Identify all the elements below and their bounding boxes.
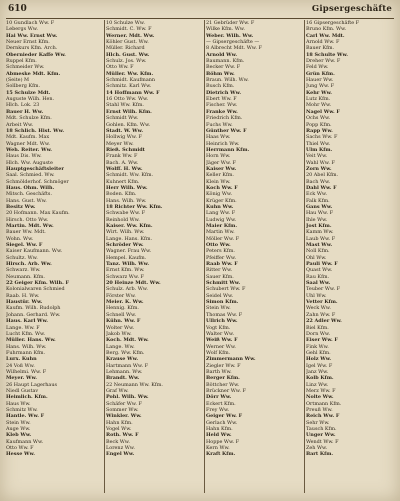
directory-entry: Krause Ww. — [106, 356, 139, 363]
directory-entry: Böttcher Ww. — [206, 381, 240, 388]
directory-entry: Kamm Ww. — [306, 229, 334, 236]
directory-entry: 16 Gipsergeschäfte F — [306, 20, 360, 26]
directory-entry: Otto Ww. F — [6, 445, 34, 452]
directory-entry: Ihle Ww. — [306, 216, 328, 223]
directory-entry: Köhler Gust. Ww. — [106, 39, 149, 46]
directory-entry: Kaufmann Ww. — [6, 438, 44, 445]
directory-entry: Unger Ww. — [306, 432, 336, 439]
directory-entry: Gans Ww. — [306, 203, 333, 210]
directory-entry: Hai Ww. Ernst Ww. — [6, 32, 58, 39]
directory-entry: Kraft Kfm. — [206, 451, 236, 458]
directory-entry: Kuhn Ww. — [206, 203, 234, 210]
directory-entry: Heimlich. Kfm. — [6, 394, 48, 401]
directory-entry: Wohn. Ww. — [6, 235, 34, 242]
directory-entry: Brückner Ww. F — [206, 387, 246, 394]
directory-entry: Martin. Mdt. Ww. — [6, 223, 54, 229]
directory-entry: 8 Albrecht Mdt. Ww. F — [206, 45, 262, 52]
directory-entry: Schäfer Ww. F — [106, 400, 142, 407]
directory-entry: Pohl. Wilh. Ww. — [106, 394, 149, 401]
directory-entry: Rau Kfm. — [306, 273, 330, 280]
directory-entry: Schmidt Ww. — [106, 115, 139, 122]
directory-entry: Niedl Gustav — [6, 387, 39, 394]
directory-entry: 20 Heinze Mdt. Ww. — [106, 280, 161, 287]
column-3 — [206, 20, 302, 495]
directory-entry: Lurx. Kuhn — [6, 356, 37, 363]
directory-entry: Fischer. Ww. — [206, 102, 238, 109]
directory-entry: Igel Ww. F — [306, 362, 333, 369]
directory-entry: Besitz Ww. — [6, 203, 36, 210]
directory-entry: Hahn Kfm. — [106, 419, 133, 426]
column-divider — [104, 20, 105, 493]
directory-entry: Mitsch. Geschäfts. — [6, 191, 53, 198]
directory-entry: 18 Schulte Ww. — [306, 51, 348, 58]
directory-entry: Arbeit Ww. — [6, 121, 34, 128]
directory-entry: Reinhold Ww. — [106, 216, 140, 223]
directory-entry: Dahl Ww. F — [306, 184, 337, 191]
directory-entry: Lange. Ww. — [106, 343, 135, 350]
directory-entry: 18 Schlich. Hist. Ww. — [6, 127, 65, 134]
directory-entry: Ohl Ww. — [306, 254, 327, 261]
directory-entry: Kühn. Ww. F — [106, 318, 141, 325]
directory-entry: Zimmermann Ww. — [206, 356, 256, 363]
directory-entry: Otto Ww. F — [106, 64, 134, 71]
directory-entry: Zahn Ww. F — [306, 311, 336, 318]
directory-entry: Wendt Ww. F — [306, 438, 339, 445]
directory-entry: Krüger Kfm. — [206, 197, 237, 204]
directory-entry: Hartmann Ww. F — [106, 362, 149, 369]
directory-entry: Schmidt. Kaufmann — [106, 77, 156, 84]
directory-entry: Nagel Ww. F — [306, 108, 340, 115]
directory-entry: Lucht Kfm. Ww. — [6, 330, 46, 337]
directory-entry: Ebert Ww. F — [206, 96, 237, 103]
directory-entry: Gohlen. Kfm. Ww. — [106, 121, 151, 128]
directory-entry: Arnold Ww. — [206, 51, 238, 58]
directory-entry: (Seite) M — [6, 77, 30, 84]
directory-entry: Hans. Wilh. Ww. — [6, 343, 47, 350]
directory-entry: Seidel Ww. — [206, 292, 234, 299]
directory-entry: Kolb Kfm. — [306, 375, 334, 382]
directory-entry: Feld Ww. — [306, 64, 329, 71]
directory-entry: Schulz. Arb. Ww. — [106, 286, 148, 293]
directory-entry: Schmeider Ww. — [6, 64, 45, 71]
directory-entry: Eiser Ww. F — [306, 337, 338, 344]
directory-entry: 10 Schulze Ww. — [106, 20, 145, 26]
directory-entry: Sommer Ww. — [106, 406, 139, 413]
directory-entry: Otto Ww. — [206, 242, 231, 249]
directory-entry: Böhm Ww. — [206, 70, 235, 77]
directory-entry: Stein Ww. — [206, 305, 231, 312]
directory-entry: Raab Ww. F — [206, 261, 238, 268]
directory-entry: Johann. Gerhard. Ww. — [6, 311, 61, 318]
directory-entry: Bauer Ww. Mdt. — [6, 229, 46, 236]
directory-entry: Weck Ww. — [306, 305, 331, 312]
directory-entry: Wagner Mdt. Ww. — [6, 140, 50, 147]
directory-entry: Tanz. Wilh. Ww. — [106, 261, 150, 268]
directory-entry: Uhl Ww. — [306, 292, 327, 299]
directory-entry: Hirsch. Otto Ww. — [6, 216, 49, 223]
directory-entry: Veit Ww. — [306, 153, 328, 160]
directory-entry: Peters Kfm. — [206, 248, 235, 255]
directory-entry: Müller. Ww. Kfm. — [106, 70, 154, 77]
directory-entry: Gerlach Ww. — [206, 419, 238, 426]
column-2 — [106, 20, 202, 495]
directory-entry: Meyer Ww. — [106, 140, 134, 147]
directory-entry: Carl Ww. Mdt. — [306, 32, 345, 39]
directory-entry: Pfeiffer Ww. — [206, 254, 237, 261]
directory-entry: Gehl Kfm. — [306, 349, 331, 356]
directory-entry: Sauer Kfm. — [206, 273, 234, 280]
directory-entry: Teuber Ww. F — [306, 286, 340, 293]
directory-entry: Schmölderhof. Schmöger — [6, 178, 69, 185]
directory-entry: Mohr Ww. — [306, 102, 332, 109]
directory-entry: Hlch. Lok. 23 — [6, 102, 40, 109]
directory-entry: Klein Ww. — [206, 178, 231, 185]
directory-entry: 21 Gebrüder Ww. F — [206, 20, 255, 26]
directory-entry: Vogt Kfm. — [206, 324, 231, 331]
directory-entry: Engel Ww. — [106, 451, 135, 458]
directory-entry: Koch Ww. F — [206, 184, 238, 191]
directory-entry: Raab. H. Ww. — [6, 292, 40, 299]
directory-entry: Meyer. Ww. — [6, 375, 37, 382]
directory-entry: Auguste Wilh. Hen. — [6, 96, 55, 103]
directory-entry: 10 Gundlach Ww. F — [6, 20, 55, 26]
directory-entry: Winkler. Ww. — [106, 413, 142, 420]
column-divider — [204, 20, 205, 493]
directory-entry: Hahn Kfm. — [206, 426, 233, 432]
column-divider — [304, 20, 305, 493]
directory-entry: Grün Kfm. — [306, 70, 335, 77]
directory-entry: Bauer Kfm. — [306, 45, 335, 52]
directory-entry: Kaiser Ww. — [206, 165, 237, 172]
column-1 — [6, 20, 102, 495]
directory-entry: 22 Geiger Kfm. Wilh. F — [6, 280, 69, 287]
directory-entry: Arnold Ww. F — [306, 39, 340, 46]
directory-entry: Merz Ww. F — [306, 387, 336, 394]
directory-entry: Walter Ww. — [206, 330, 235, 337]
directory-entry: Schröder Ww. — [106, 242, 144, 249]
directory-entry: Dörr Ww. — [206, 394, 232, 401]
directory-entry: Herr Wilh. Ww. — [106, 184, 148, 191]
directory-entry: Sollberg Kfm. — [6, 83, 41, 90]
directory-entry: 20 Hofmann. Max Kaufm. — [6, 210, 70, 217]
directory-entry: Werner. Mdt. Ww. — [106, 32, 155, 39]
directory-entry: Brandt. Ww. — [106, 375, 140, 382]
directory-entry: Sehr Ww. — [306, 419, 330, 426]
directory-entry: Boden. Kfm. — [106, 191, 137, 198]
directory-entry: Lang Ww. F — [206, 210, 236, 217]
directory-entry: Bruno Kfm. Ww. — [306, 26, 347, 33]
directory-entry: Möller Ww. F — [206, 235, 240, 242]
directory-entry: Schwabe Ww. F — [106, 210, 146, 217]
directory-entry: Keller Kfm. — [206, 172, 234, 179]
directory-entry: Ulm Kfm. — [306, 146, 333, 153]
directory-entry: Auge Ww. — [6, 426, 31, 432]
directory-entry: Falk Kfm. — [306, 197, 330, 204]
directory-entry: Maier Kfm. — [206, 223, 238, 229]
directory-entry: Beck Ww. — [106, 438, 130, 445]
directory-entry: Bach Ww. — [306, 178, 331, 185]
directory-entry: Frey Ww. — [206, 406, 230, 413]
directory-entry: Thomas Ww. F — [206, 311, 243, 318]
directory-entry: Abmeske Mdt. Kfm. — [6, 70, 61, 77]
directory-entry: Graf Ww. — [106, 387, 129, 394]
directory-entry: Haas Ww. — [206, 134, 231, 141]
directory-entry: Haus. Ohm. Wilh. — [6, 184, 55, 191]
directory-entry: 15 Schulze Mdt. — [6, 89, 51, 96]
directory-entry: Kaiser. Ww. Kfm. — [106, 223, 153, 229]
directory-entry: Hesse Ww. — [6, 451, 35, 458]
directory-entry: Stahl Ww. Kfm. — [106, 102, 144, 109]
directory-entry: Kaufm. Wilh. Rudolph — [6, 305, 61, 312]
directory-entry: Ludwig Ww. — [206, 216, 237, 223]
directory-entry: Berger Kfm. — [206, 375, 240, 382]
directory-entry: Kuhnert Kfm. — [106, 178, 140, 185]
directory-entry: Stein Ww. — [6, 419, 31, 426]
directory-entry: Schultz. Ww. — [6, 254, 38, 261]
directory-entry: 26 Haupt Lagerhaus — [6, 381, 58, 388]
directory-entry: Eck Ww. — [306, 191, 328, 198]
directory-entry: Ortmann Kfm. — [306, 400, 342, 407]
directory-entry: Dernkurs Kfm. Arch. — [6, 45, 58, 52]
directory-entry: Stadt. W. Ww. — [106, 127, 144, 134]
directory-entry: Zeh Ww. — [306, 445, 328, 452]
directory-entry: Mdt. Kaufm. Max — [6, 134, 50, 141]
directory-entry: Rieß. Schmidt — [106, 146, 145, 153]
directory-entry: Haus Dis. Ww. — [6, 153, 42, 160]
directory-entry: Fink Ww. — [306, 343, 329, 350]
directory-entry: Baumann. Kfm. — [206, 58, 245, 65]
directory-entry: Wolf Kfm. — [206, 349, 231, 356]
directory-entry: Nolte Ww. — [306, 394, 334, 401]
directory-entry: Müller. Hans. Ww. — [6, 337, 56, 344]
directory-entry: Fuchs Ww. — [206, 121, 233, 128]
directory-entry: 24 Voß Ww. — [6, 362, 35, 369]
directory-entry: Schmidt. Ww. Kfm. — [106, 172, 154, 179]
directory-entry: Hollwig Ww. F — [106, 134, 142, 141]
directory-entry: Schwarz. Ww. — [6, 267, 41, 274]
directory-entry: 22 Adler Ww. — [306, 318, 342, 325]
directory-entry: Busch Kfm. — [206, 83, 235, 90]
directory-entry: Lehmann. Ww. — [106, 368, 143, 375]
directory-entry: Wirt. Wilh. Ww. — [106, 229, 145, 236]
directory-entry: — Gipsergeschäfte — — [206, 39, 260, 46]
directory-entry: Simon Kfm. — [206, 299, 239, 306]
directory-entry: Neuer Ernst Kfm. — [6, 39, 50, 46]
directory-entry: Hoppe Ww. F — [206, 438, 240, 445]
directory-entry: Schwarz Ww. F — [106, 273, 144, 280]
directory-entry: Werner Ww. — [206, 343, 236, 350]
directory-entry: Janz Ww. — [306, 368, 329, 375]
directory-entry: Jung Ww. F — [306, 83, 335, 90]
directory-entry: Neumann. Kfm. — [6, 273, 45, 280]
directory-entry: Quast Ww. — [306, 267, 333, 274]
directory-entry: König Ww. — [206, 191, 233, 198]
directory-entry: Haustür. Ww. — [6, 299, 43, 306]
directory-entry: Ernst Wilh. Kfm. — [106, 108, 152, 115]
directory-entry: Schubert Ww. F — [206, 286, 246, 293]
directory-entry: Müller. Richard — [106, 45, 145, 52]
running-head: Gipsergeschäfte — [311, 4, 392, 14]
directory-entry: Lebergs Ww. — [6, 26, 38, 33]
directory-entry: Reich Ww. F — [306, 413, 340, 420]
directory-entry: Kern Ww. — [206, 445, 230, 452]
directory-entry: Roth. Ww. F — [106, 432, 139, 439]
directory-entry: Kaiser Kaufmann. Ww. — [6, 248, 63, 255]
directory-entry: Friedrich Kfm. — [206, 115, 243, 122]
directory-entry: Kehr Ww. — [306, 89, 333, 96]
directory-entry: Pauli Ww. F — [306, 261, 338, 268]
directory-entry: Haus. Karl Ww. — [6, 318, 48, 325]
directory-entry: Zorn Ww. — [306, 165, 332, 172]
page-number: 610 — [8, 4, 27, 14]
directory-entry: Schmitt Ww. — [206, 280, 241, 287]
directory-entry: 14 Hoffmann Ww. F — [106, 89, 160, 96]
directory-entry: Franke Ww. — [206, 108, 238, 115]
directory-entry: Fuhrmann Kfm. — [6, 349, 46, 356]
directory-entry: Linz Ww. — [306, 381, 329, 388]
directory-entry: Schmitz Ww. — [6, 406, 38, 413]
directory-entry: Bach. A. Ww. — [106, 159, 139, 166]
directory-entry: Bart Kfm. — [306, 451, 334, 458]
directory-entry: Wagner. Frau Ww. — [106, 248, 152, 255]
directory-entry: Lorenz Ww. — [106, 445, 135, 452]
directory-entry: 16 Otto Ww. Ww. — [106, 96, 149, 103]
directory-entry: Held Ww. — [206, 432, 232, 439]
directory-entry: Ochs Ww. — [306, 115, 331, 122]
directory-entry: Mdt. Schulze Kfm. — [6, 115, 52, 122]
directory-entry: Biel Kfm. — [306, 324, 329, 331]
directory-entry: Weber. Wilh. Ww. — [206, 32, 254, 39]
directory-entry: Lange. Ww. F — [6, 324, 40, 331]
directory-entry: Haus Ww. — [6, 400, 31, 407]
directory-entry: Hlch. Ww. Auguste — [6, 159, 53, 166]
directory-entry: Förster Ww. — [106, 292, 136, 299]
directory-entry: Wolff. H. Ww. — [106, 165, 143, 172]
directory-entry: Saal. Schmied. Ww. — [6, 172, 55, 179]
directory-entry: Hempel. Kaufm. — [106, 254, 147, 261]
directory-entry: Ruppel Kfm. — [6, 58, 37, 65]
directory-entry: Braun. Wilh. Ww. — [206, 77, 249, 84]
directory-entry: Ritter Ww. — [206, 267, 233, 274]
column-4 — [306, 20, 396, 495]
directory-entry: Rapp Ww. — [306, 127, 333, 134]
directory-entry: Wilke Kfm. Ww. — [206, 26, 245, 33]
directory-entry: Herrmann Kfm. — [206, 146, 250, 153]
directory-entry: Geiger Ww. F — [206, 413, 243, 420]
directory-entry: Wahl Ww. F — [306, 159, 335, 166]
directory-entry: Thiel Ww. — [306, 140, 331, 147]
directory-entry: Schmitz. Karl Ww. — [106, 83, 152, 90]
directory-entry: Dietrich Ww. — [206, 89, 242, 96]
directory-entry: Wolter Ww. — [106, 324, 135, 331]
directory-entry: Noll Kfm. — [306, 248, 330, 255]
directory-entry: Frank Ww. F — [106, 153, 138, 160]
directory-entry: Heinrich Ww. — [206, 140, 240, 147]
directory-entry: Wilhelmi. Ww. F — [6, 368, 47, 375]
directory-entry: Mast Ww. — [306, 242, 333, 249]
directory-entry: Becker Ww. F — [206, 64, 241, 71]
directory-entry: Ziegler Ww. F — [206, 362, 241, 369]
directory-entry: Meier. K. Ww. — [106, 299, 144, 306]
directory-entry: Vogel Ww. — [106, 426, 132, 432]
directory-entry: Kleb Ww. — [6, 432, 32, 439]
directory-entry: Holz Ww. — [306, 356, 332, 363]
directory-entry: Weh. Reiter. Ww. — [6, 146, 53, 153]
directory-entry: Preuß Ww. — [306, 406, 333, 413]
directory-entry: Dreher Ww. F — [306, 58, 341, 65]
directory-entry: Hennig. Kfm. — [106, 305, 139, 312]
directory-entry: Schulz. Jos. Ww. — [106, 58, 147, 65]
directory-entry: Hantle. Ww. F — [6, 413, 45, 420]
directory-entry: Eckert Kfm. — [206, 400, 236, 407]
directory-entry: Lutz Kfm. — [306, 96, 331, 103]
directory-entry: Vetter Kfm. — [306, 299, 338, 306]
directory-entry: Popp Kfm. — [306, 121, 332, 128]
directory-entry: Günther Ww. F — [206, 127, 247, 134]
directory-entry: Bauer H. Ww. — [6, 108, 44, 115]
directory-entry: Schnell Ww. — [106, 311, 137, 318]
directory-entry: Jost Kfm. — [306, 223, 332, 229]
directory-entry: Jakob Ww. — [106, 330, 132, 337]
directory-entry: 20 Abel Kfm. — [306, 172, 339, 179]
directory-entry: Kolonialwaren Schmied — [6, 286, 65, 293]
directory-entry: Hirsch. Arb. Ww. — [6, 261, 52, 268]
directory-entry: Barth Ww. — [206, 368, 232, 375]
directory-entry: Koch. Mdt. Ww. — [106, 337, 149, 344]
directory-entry: Hauptgeschäftsleiter — [6, 165, 64, 172]
directory-entry: Obernieder Kaffe Ww. — [6, 51, 66, 58]
directory-entry: Laub Ww. F — [306, 235, 336, 242]
directory-entry: Hauer Ww. — [306, 77, 334, 84]
directory-entry: Lange. Hans. Kfm. — [106, 235, 153, 242]
directory-entry: Jäger Ww. F — [206, 159, 236, 166]
directory-entry: Martin Ww. — [206, 229, 235, 236]
directory-entry: Horn Ww. — [206, 153, 231, 160]
directory-entry: Berg. Ww. Kfm. — [106, 349, 145, 356]
directory-entry: Dorn Ww. — [306, 330, 331, 337]
page-header — [6, 4, 394, 19]
directory-entry: Hau Ww. F — [306, 210, 334, 217]
directory-entry: Sachs Ww. F — [306, 134, 338, 141]
directory-entry: Schmidt. C. Ww. F — [106, 26, 152, 33]
directory-entry: Ernst Kfm. Ww. — [106, 267, 145, 274]
directory-entry: 18 Richter Ww. Kfm. — [106, 203, 163, 210]
directory-entry: Tausch Kfm. — [306, 426, 337, 432]
directory-entry: 22 Neumann Ww. Kfm. — [106, 381, 163, 388]
directory-entry: Ullrich Ww. — [206, 318, 238, 325]
directory-entry: Hlch. Gust. Ww. — [106, 51, 150, 58]
directory-entry: Hans. Wilh. Ww. — [106, 197, 147, 204]
directory-entry: Siegel. Ww. F — [6, 242, 43, 249]
directory-entry: Weiß Ww. F — [206, 337, 238, 344]
directory-entry: Saal Ww. — [306, 280, 331, 287]
directory-entry: Hans. Gust. Ww. — [6, 197, 47, 204]
